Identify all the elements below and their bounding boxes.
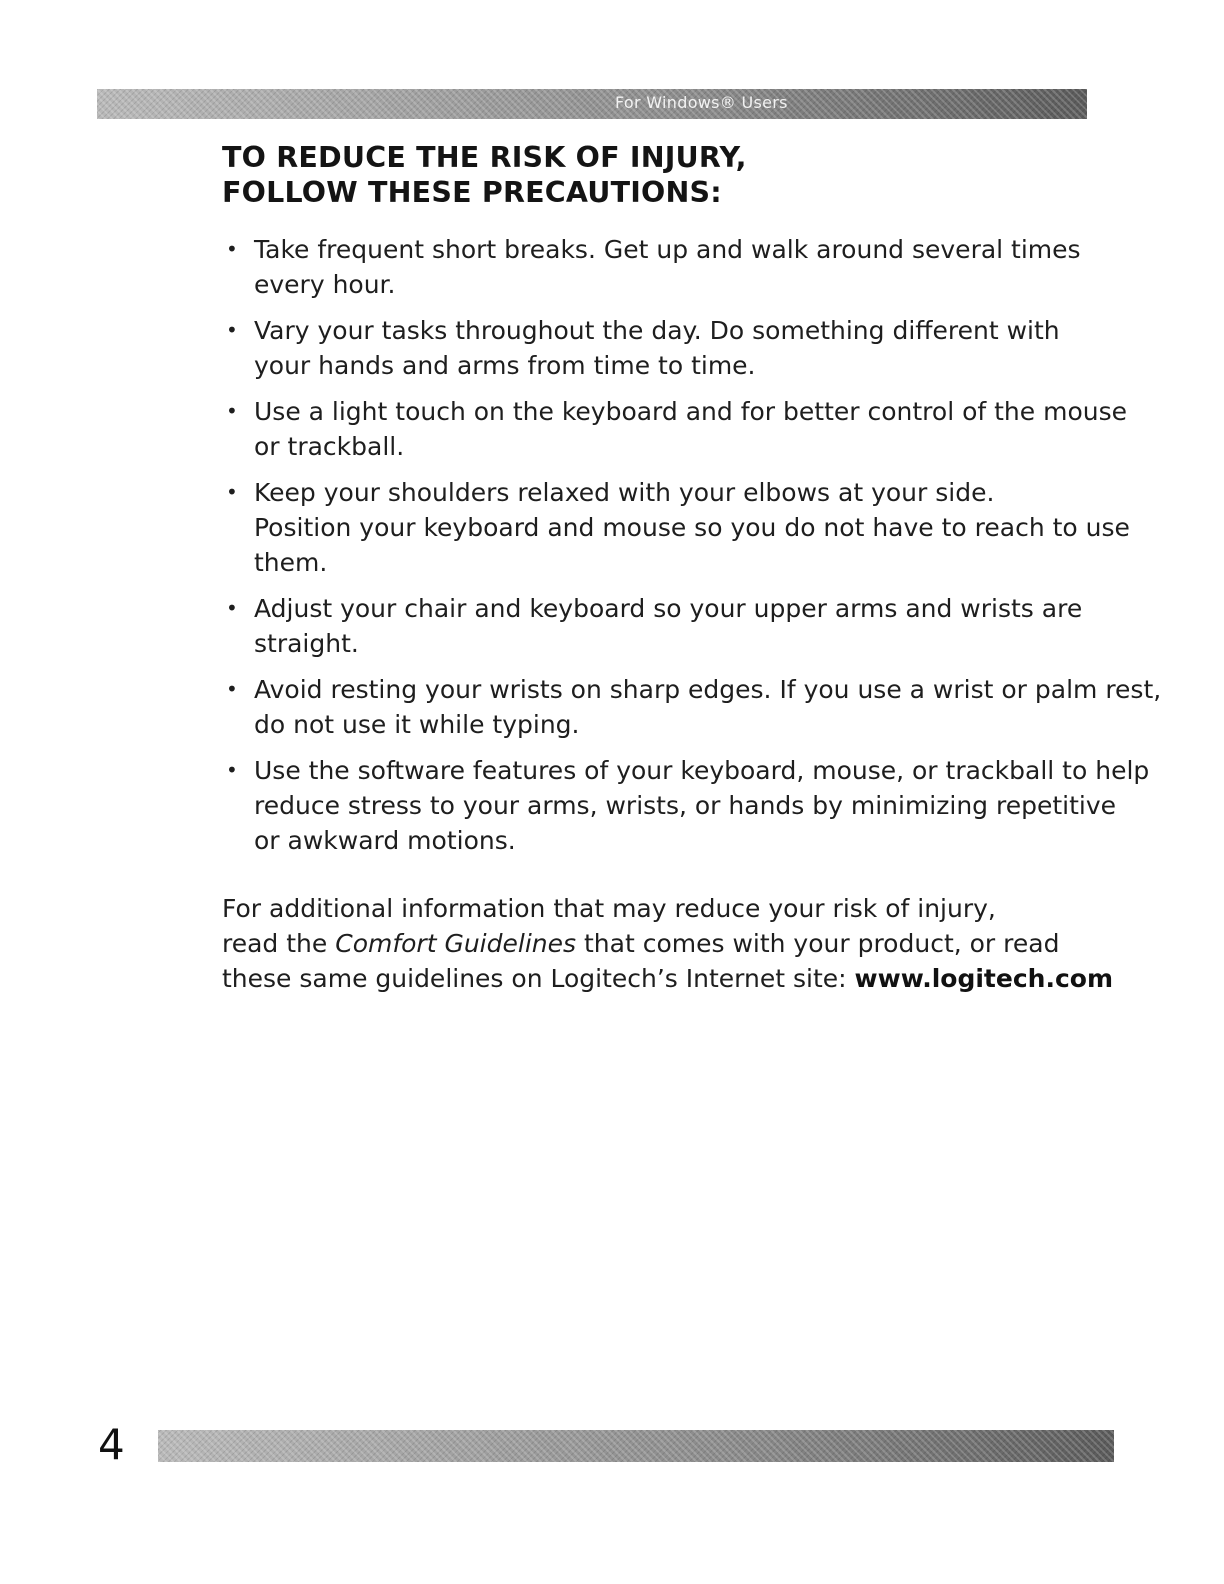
- precautions-list: [222, 232, 1162, 869]
- additional-info: [222, 891, 1122, 996]
- list-item-line: Use a light touch on the keyboard and for better control of the mouse: [254, 397, 1127, 426]
- list-item: [222, 232, 1122, 302]
- list-item: [222, 591, 1122, 661]
- additional-line-3: [222, 961, 1122, 996]
- list-item-line: Adjust your chair and keyboard so your upper arms and wrists are: [254, 594, 1083, 623]
- header-band: [97, 89, 1087, 119]
- additional-text: read the: [222, 929, 336, 958]
- list-item-line: straight.: [254, 629, 359, 658]
- list-item-line: Vary your tasks throughout the day. Do something different with: [254, 316, 1060, 345]
- list-item-line: do not use it while typing.: [254, 710, 580, 739]
- list-item-line: every hour.: [254, 270, 396, 299]
- additional-line-1: For additional information that may reduce your risk of injury,: [222, 894, 996, 923]
- list-item-line: or trackball.: [254, 432, 405, 461]
- list-item-line: Take frequent short breaks. Get up and walk around several times: [254, 235, 1081, 264]
- list-item: [222, 475, 1130, 580]
- website-link: www.logitech.com: [854, 964, 1113, 993]
- list-item: [222, 313, 1122, 383]
- page-heading: [222, 140, 747, 210]
- list-item-line: Avoid resting your wrists on sharp edges. If you use a wrist or palm rest,: [254, 675, 1162, 704]
- footer-band: [158, 1430, 1114, 1462]
- comfort-guidelines-title: Comfort Guidelines: [335, 929, 577, 958]
- list-item-line: Position your keyboard and mouse so you do not have to reach to use: [254, 513, 1130, 542]
- page-number: 4: [98, 1420, 125, 1469]
- list-item-line: or awkward motions.: [254, 826, 516, 855]
- heading-line-2: FOLLOW THESE PRECAUTIONS:: [222, 176, 722, 209]
- list-item-line: them.: [254, 548, 328, 577]
- additional-text: these same guidelines on Logitech’s Internet site:: [222, 964, 855, 993]
- list-item: [222, 394, 1127, 464]
- list-item: [222, 753, 1150, 858]
- header-band-label: For Windows® Users: [615, 93, 788, 112]
- bullet-icon: •: [226, 237, 238, 261]
- additional-text: that comes with your product, or read: [576, 929, 1060, 958]
- list-item-line: your hands and arms from time to time.: [254, 351, 756, 380]
- bullet-icon: •: [226, 596, 238, 620]
- list-item: [222, 672, 1162, 742]
- bullet-icon: •: [226, 480, 238, 504]
- additional-line-2: [222, 926, 1122, 961]
- bullet-icon: •: [226, 758, 238, 782]
- bullet-icon: •: [226, 677, 238, 701]
- heading-line-1: TO REDUCE THE RISK OF INJURY,: [222, 141, 747, 174]
- list-item-line: Keep your shoulders relaxed with your elbows at your side.: [254, 478, 995, 507]
- bullet-icon: •: [226, 399, 238, 423]
- list-item-line: reduce stress to your arms, wrists, or hands by minimizing repetitive: [254, 791, 1117, 820]
- list-item-line: Use the software features of your keyboard, mouse, or trackball to help: [254, 756, 1150, 785]
- bullet-icon: •: [226, 318, 238, 342]
